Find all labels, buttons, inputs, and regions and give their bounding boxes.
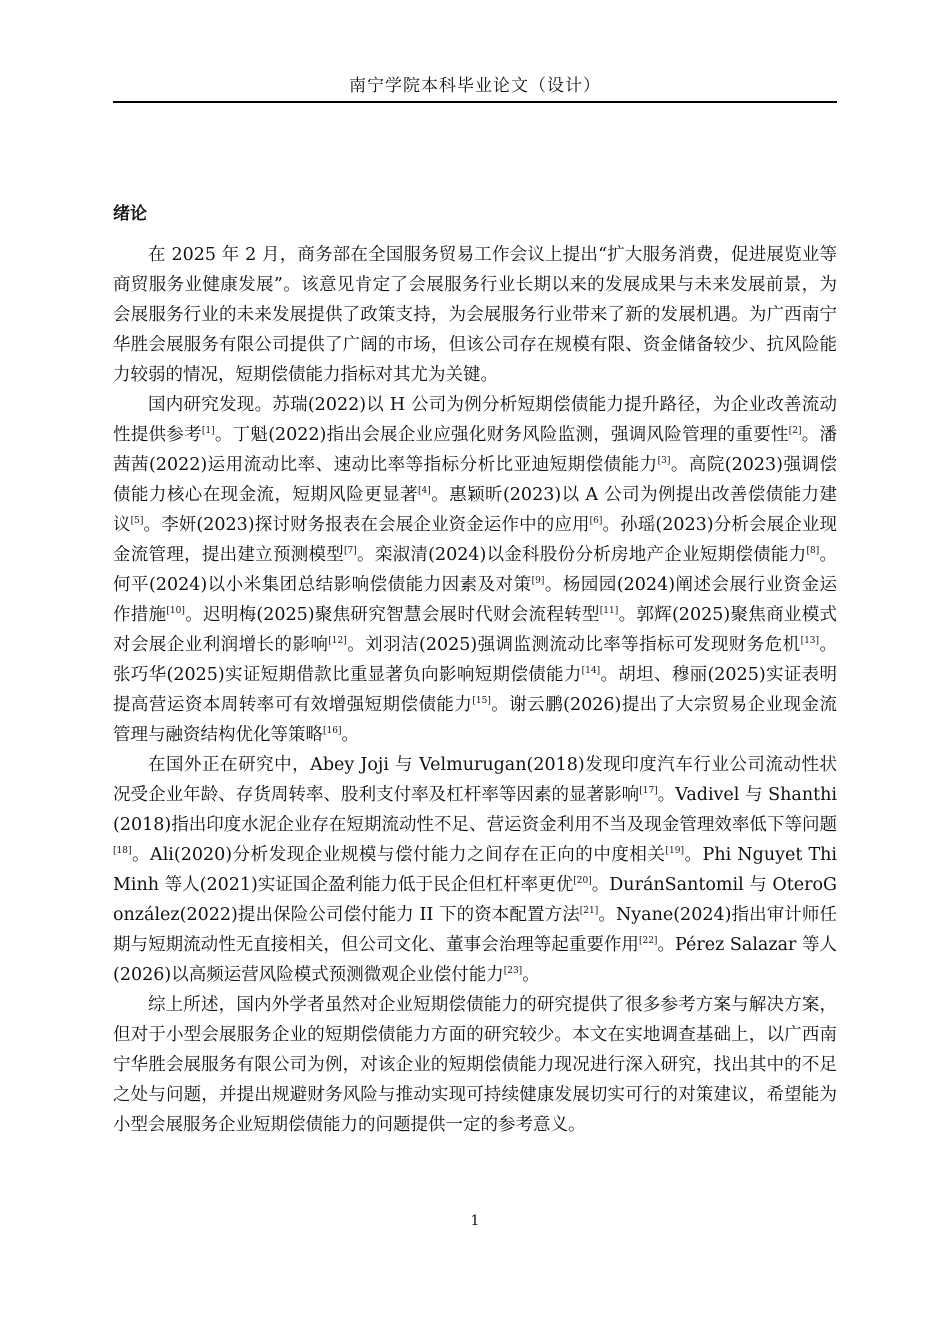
paragraph-text: 。高院(2023)强调偿债能力核心在现金流，短期风险更显著 bbox=[113, 455, 837, 505]
paragraph-text: 。Nyane(2024)指出审计师任期与短期流动性无直接相关，但公司文化、董事会治理等起重要作用 bbox=[113, 905, 837, 955]
citation-marker: [19] bbox=[665, 846, 684, 856]
body-paragraph bbox=[113, 390, 837, 750]
citation-marker: [23] bbox=[503, 966, 523, 976]
paragraph-text: 。Ali(2020)分析发现企业规模与偿付能力之间存在正向的中度相关 bbox=[131, 845, 666, 865]
citation-marker: [17] bbox=[639, 786, 658, 796]
paragraph-text: 。杨园园(2024)阐述会展行业资金运作措施 bbox=[113, 575, 837, 625]
paragraph-text: 。丁魁(2022)指出会展企业应强化财务风险监测，强调风险管理的重要性 bbox=[214, 425, 789, 445]
citation-marker: [12] bbox=[328, 636, 347, 646]
page-number: 1 bbox=[470, 1213, 480, 1229]
citation-marker: [22] bbox=[638, 936, 658, 946]
paragraph-text: 。Vadivel 与 Shanthi(2018)指出印度水泥企业存在短期流动性不足、营运资金利用不当及现金管理效率低下等问题 bbox=[113, 785, 837, 835]
citation-marker: [3] bbox=[657, 456, 671, 466]
paragraph-text: 。刘羽洁(2025)强调监测流动比率等指标可发现财务危机 bbox=[346, 635, 801, 655]
citation-marker: [20] bbox=[573, 876, 592, 886]
paragraph-text: 。谢云鹏(2026)提出了大宗贸易企业现金流管理与融资结构优化等策略 bbox=[113, 695, 837, 745]
citation-marker: [14] bbox=[581, 666, 601, 676]
paragraph-text: 。胡坦、穆丽(2025)实证表明提高营运资本周转率可有效增强短期偿债能力 bbox=[113, 665, 837, 715]
paragraph-text: 国内研究发现。苏瑞(2022)以 H 公司为例分析短期偿债能力提升路径，为企业改善流动性提供参考 bbox=[113, 395, 837, 445]
paragraph-text: 在 2025 年 2 月，商务部在全国服务贸易工作会议上提出“扩大服务消费，促进展览业等商贸服务业健康发展”。该意见肯定了会展服务行业长期以来的发展成果与未来发展前景，为会展服务行业的未来发展提供了政策支持，为会展服务行业带来了新的发展机遇。为广西南宁华胜会展服务有限公司提供了广阔的市场，但该公司存在规模有限、资金储备较少、抗风险能力较弱的情况，短期偿债能力指标对其尤为关键。 bbox=[113, 245, 837, 385]
citation-marker: [7] bbox=[344, 546, 357, 556]
citation-marker: [13] bbox=[800, 636, 820, 646]
citation-marker: [1] bbox=[201, 426, 215, 436]
paragraph-text: 。 bbox=[341, 725, 359, 745]
citation-marker: [4] bbox=[418, 486, 431, 496]
citation-marker: [18] bbox=[113, 846, 132, 856]
paragraph-text: 。李妍(2023)探讨财务报表在会展企业资金运作中的应用 bbox=[143, 515, 590, 535]
citation-marker: [9] bbox=[531, 576, 545, 586]
paragraph-text: 综上所述，国内外学者虽然对企业短期偿债能力的研究提供了很多参考方案与解决方案，但对于小型会展服务企业的短期偿债能力方面的研究较少。本文在实地调查基础上，以广西南宁华胜会展服务有限公司为例，对该企业的短期偿债能力现况进行深入研究，找出其中的不足之处与问题，并提出规避财务风险与推动实现可持续健康发展切实可行的对策建议，希望能为小型会展服务企业短期偿债能力的问题提供一定的参考意义。 bbox=[113, 995, 837, 1135]
paragraph-text: 。栾淑清(2024)以金科股份分析房地产企业短期偿债能力 bbox=[356, 545, 807, 565]
paragraph-text: 。潘茜茜(2022)运用流动比率、速动比率等指标分析比亚迪短期偿债能力 bbox=[113, 425, 837, 475]
citation-marker: [11] bbox=[599, 606, 619, 616]
body-paragraph bbox=[113, 990, 837, 1140]
header-rule bbox=[113, 101, 837, 103]
paragraph-text: 。迟明梅(2025)聚焦研究智慧会展时代财会流程转型 bbox=[184, 605, 600, 625]
citation-marker: [6] bbox=[589, 516, 603, 526]
citation-marker: [16] bbox=[323, 726, 342, 736]
paragraph-text: 。DuránSantomil 与 OteroGonzález(2022)提出保险公司偿付能力 II 下的资本配置方法 bbox=[113, 875, 837, 925]
body-paragraph bbox=[113, 750, 837, 990]
body-text bbox=[113, 240, 837, 1140]
paragraph-text: 在国外正在研究中，Abey Joji 与 Velmurugan(2018)发现印度汽车行业公司流动性状况受企业年龄、存货周转率、股利支付率及杠杆率等因素的显著影响 bbox=[113, 755, 837, 805]
paragraph-text: 。何平(2024)以小米集团总结影响偿债能力因素及对策 bbox=[113, 545, 838, 595]
citation-marker: [2] bbox=[788, 426, 802, 436]
citation-marker: [10] bbox=[166, 606, 185, 616]
paragraph-text: 。郭辉(2025)聚焦商业模式对会展企业利润增长的影响 bbox=[113, 605, 837, 655]
running-header: 南宁学院本科毕业论文（设计） bbox=[349, 76, 601, 96]
citation-marker: [21] bbox=[579, 906, 599, 916]
paragraph-text: 。Pérez Salazar 等人(2026)以高频运营风险模式预测微观企业偿付能力 bbox=[113, 935, 837, 985]
paragraph-text: 。Phi Nguyet Thi Minh 等人(2021)实证国企盈利能力低于民企但杠杆率更优 bbox=[113, 845, 837, 895]
citation-marker: [15] bbox=[472, 696, 491, 706]
paragraph-text: 。惠颖昕(2023)以 A 公司为例提出改善偿债能力建议 bbox=[113, 485, 838, 535]
paragraph-text: 。 bbox=[522, 965, 540, 985]
section-heading: 绪论 bbox=[113, 204, 147, 224]
paragraph-text: 。张巧华(2025)实证短期借款比重显著负向影响短期偿债能力 bbox=[113, 635, 837, 685]
paragraph-text: 。孙瑶(2023)分析会展企业现金流管理，提出建立预测模型 bbox=[113, 515, 838, 565]
body-paragraph bbox=[113, 240, 837, 390]
citation-marker: [8] bbox=[806, 546, 820, 556]
citation-marker: [5] bbox=[130, 516, 144, 526]
